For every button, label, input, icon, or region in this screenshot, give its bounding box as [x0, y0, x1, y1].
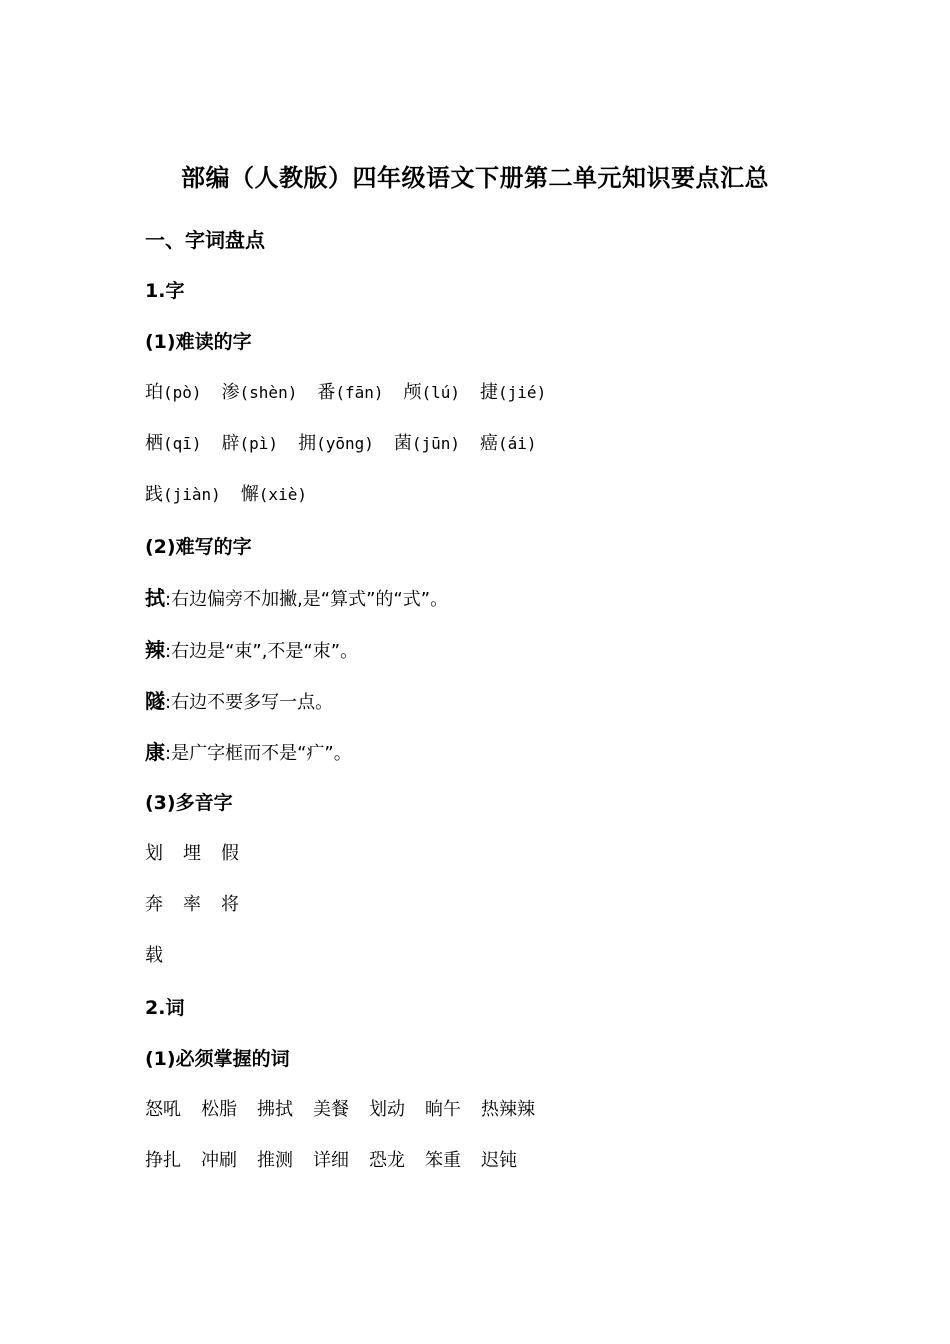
difficult-write-item: 康:是广字框而不是“疒”。	[145, 740, 352, 764]
heading-difficult-to-write: (2)难写的字	[145, 536, 252, 558]
polyphonic-char: 奔	[145, 894, 163, 915]
difficult-write-item: 拭:右边偏旁不加撇,是“算式”的“式”。	[145, 586, 449, 610]
polyphonic-row-3	[145, 942, 163, 970]
char-item: 渗(shèn)	[221, 382, 298, 403]
vocab-word: 冲刷	[201, 1150, 237, 1171]
vocab-word: 怒吼	[145, 1099, 181, 1120]
words-row-2	[145, 1147, 517, 1175]
char-item: 番(fān)	[317, 382, 384, 403]
difficult-read-row-2	[145, 430, 537, 458]
vocab-word: 拂拭	[257, 1099, 293, 1120]
subsection-heading-words: 2.词	[145, 997, 185, 1019]
char-item: 拥(yōng)	[298, 433, 374, 454]
polyphonic-char: 率	[183, 894, 201, 915]
vocab-word: 推测	[257, 1150, 293, 1171]
vocab-word: 恐龙	[369, 1150, 405, 1171]
vocab-word: 热辣辣	[481, 1099, 535, 1120]
char-item: 珀(pò)	[145, 382, 202, 403]
heading-polyphonic: (3)多音字	[145, 792, 233, 814]
polyphonic-char: 假	[221, 843, 239, 864]
char-item: 癌(ái)	[480, 433, 537, 454]
section-heading-word-review: 一、字词盘点	[145, 228, 265, 252]
vocab-word: 划动	[369, 1099, 405, 1120]
polyphonic-char: 载	[145, 945, 163, 966]
difficult-write-item: 辣:右边是“束”,不是“朿”。	[145, 638, 359, 662]
difficult-read-row-3	[145, 481, 307, 509]
polyphonic-row-2	[145, 891, 239, 919]
char-item: 懈(xiè)	[240, 484, 307, 505]
polyphonic-row-1	[145, 840, 239, 868]
char-item: 栖(qī)	[145, 433, 202, 454]
char-item: 践(jiàn)	[145, 484, 221, 505]
polyphonic-char: 埋	[183, 843, 201, 864]
page-title: 部编（人教版）四年级语文下册第二单元知识要点汇总	[181, 164, 769, 192]
difficult-read-row-1	[145, 379, 546, 407]
polyphonic-char: 将	[221, 894, 239, 915]
vocab-word: 美餐	[313, 1099, 349, 1120]
char-item: 菌(jūn)	[393, 433, 461, 454]
subsection-heading-characters: 1.字	[145, 280, 185, 302]
vocab-word: 晌午	[425, 1099, 461, 1120]
heading-difficult-to-read: (1)难读的字	[145, 331, 252, 353]
vocab-word: 笨重	[425, 1150, 461, 1171]
words-row-1	[145, 1096, 535, 1124]
vocab-word: 迟钝	[481, 1150, 517, 1171]
vocab-word: 松脂	[201, 1099, 237, 1120]
difficult-write-item: 隧:右边不要多写一点。	[145, 689, 334, 713]
char-item: 颅(lú)	[403, 382, 461, 403]
vocab-word: 详细	[313, 1150, 349, 1171]
vocab-word: 挣扎	[145, 1150, 181, 1171]
char-item: 辟(pì)	[221, 433, 279, 454]
char-item: 捷(jié)	[480, 382, 547, 403]
polyphonic-char: 划	[145, 843, 163, 864]
heading-must-master-words: (1)必须掌握的词	[145, 1048, 290, 1070]
